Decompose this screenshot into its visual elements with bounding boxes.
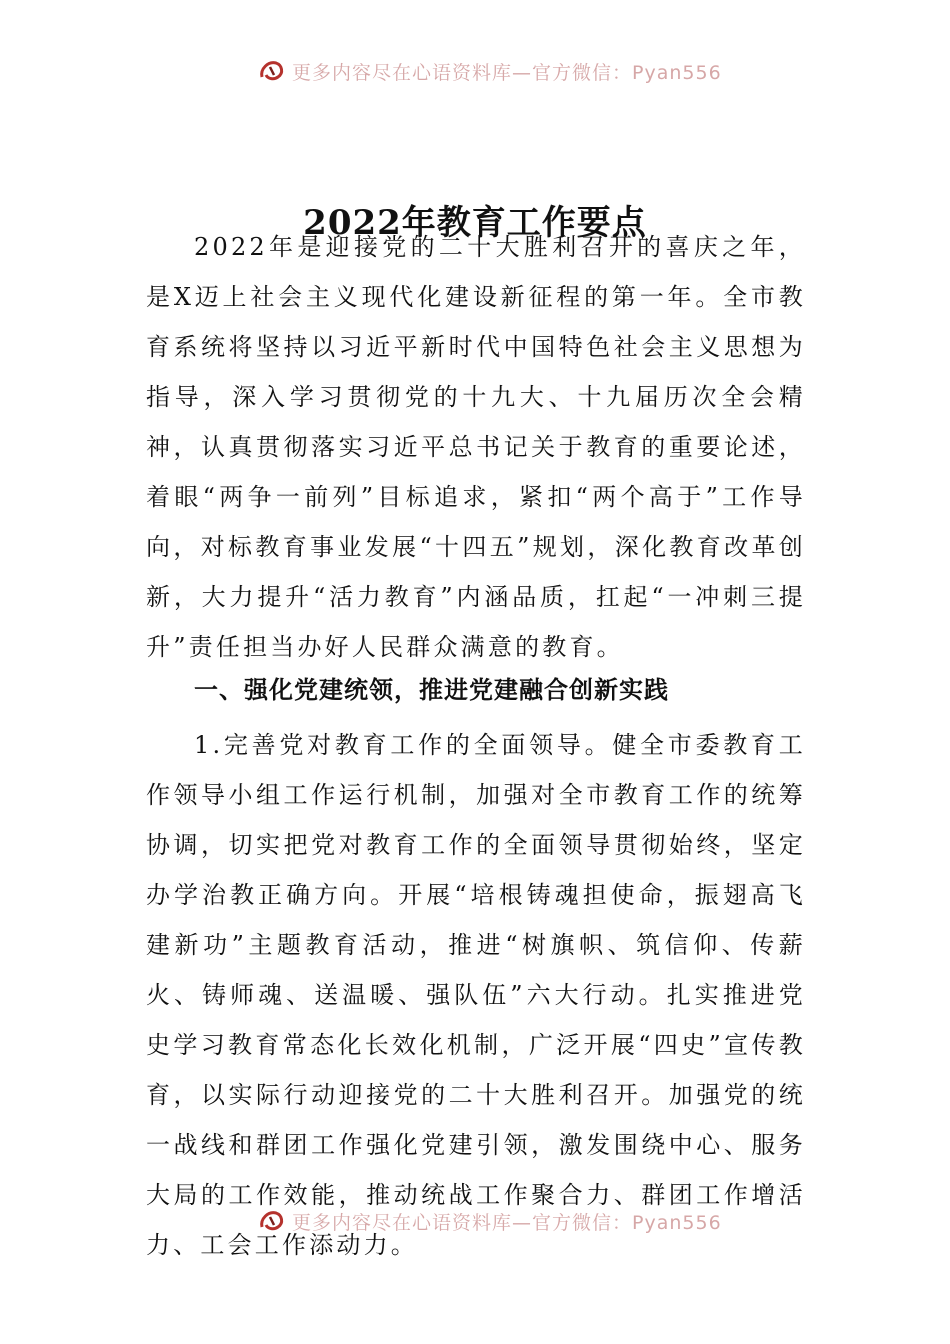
header-watermark bbox=[258, 58, 722, 84]
brand-logo-icon bbox=[258, 59, 286, 83]
watermark-text: 更多内容尽在心语资料库—官方微信：Pyan556 bbox=[292, 61, 722, 84]
document-title: 2022年教育工作要点 bbox=[303, 202, 647, 243]
intro-paragraph: 2022年是迎接党的二十大胜利召开的喜庆之年，是X迈上社会主义现代化建设新征程的第一年。全市教育系统将坚持以习近平新时代中国特色社会主义思想为指导，深入学习贯彻党的十九大、十九届历次全会精神，认真贯彻落实习近平总书记关于教育的重要论述，着眼“两争一前列”目标追求，紧扣“两个高于”工作导向，对标教育事业发展“十四五”规划，深化教育改革创新，大力提升“活力教育”内涵品质，扛起“一冲刺三提升”责任担当办好人民群众满意的教育。 bbox=[146, 233, 806, 661]
brand-logo-icon bbox=[258, 1209, 286, 1233]
section-paragraph: 1.完善党对教育工作的全面领导。健全市委教育工作领导小组工作运行机制，加强对全市教育工作的统筹协调，切实把党对教育工作的全面领导贯彻始终，坚定办学治教正确方向。开展“培根铸魂担使命，振翅高飞建新功”主题教育活动，推进“树旗帜、筑信仰、传薪火、铸师魂、送温暖、强队伍”六大行动。扎实推进党史学习教育常态化长效化机制，广泛开展“四史”宣传教育，以实际行动迎接党的二十大胜利召开。加强党的统一战线和群团工作强化党建引领，激发围绕中心、服务大局的工作效能，推动统战工作聚合力、群团工作增活力、工会工作添动力。 bbox=[146, 731, 806, 1259]
footer-watermark bbox=[258, 1208, 722, 1234]
watermark-text: 更多内容尽在心语资料库—官方微信：Pyan556 bbox=[292, 1211, 722, 1234]
section-heading: 一、强化党建统领，推进党建融合创新实践 bbox=[194, 676, 669, 704]
